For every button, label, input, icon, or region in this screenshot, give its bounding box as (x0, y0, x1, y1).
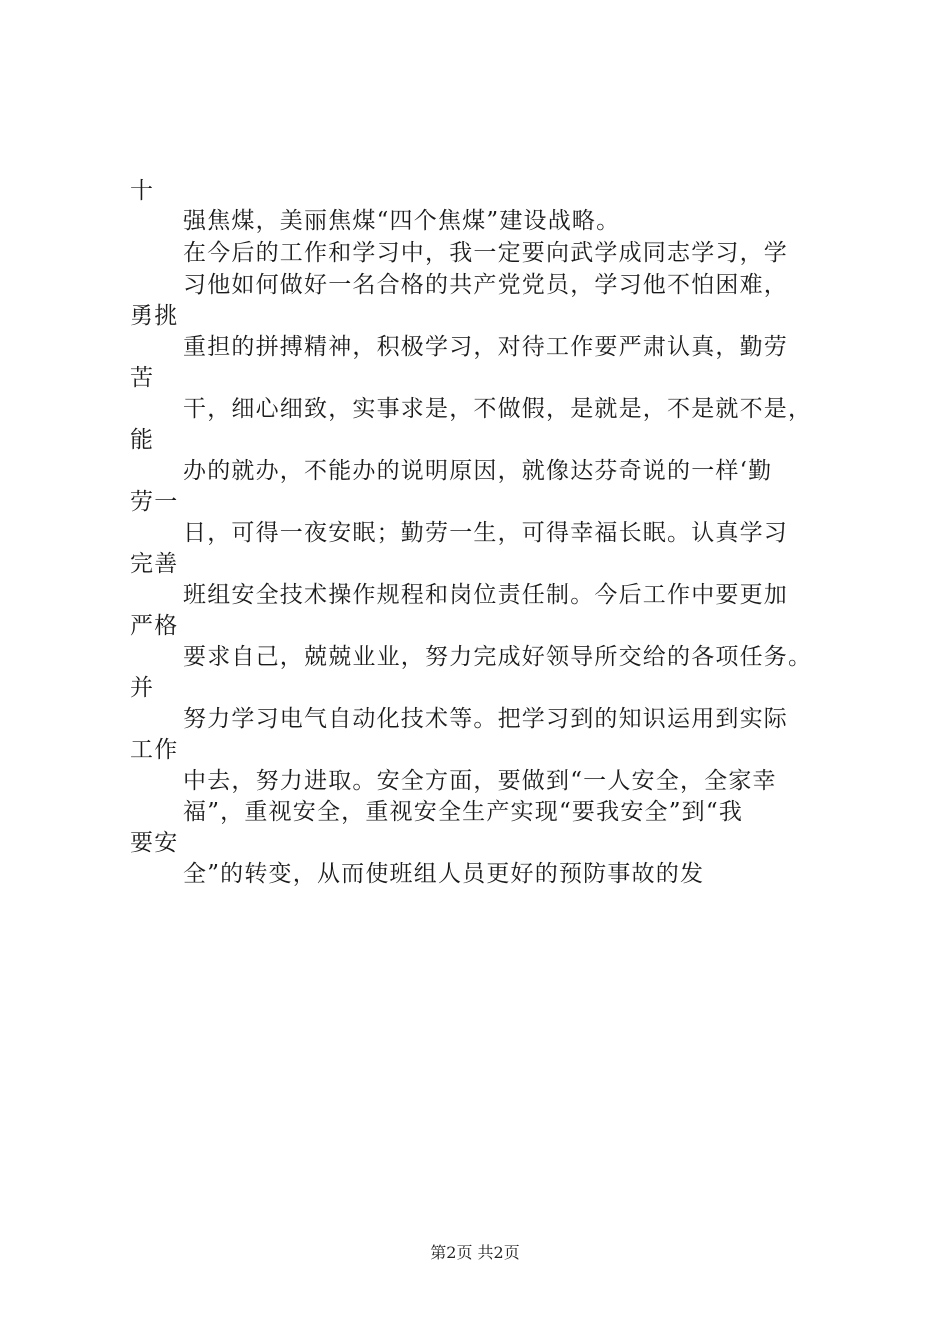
text-line: 福”，重视安全，重视安全生产实现“要我安全”到“我 (183, 799, 744, 825)
text-line: 劳一 (130, 489, 179, 515)
text-line: 干，细心细致，实事求是，不做假，是就是，不是就不是， (183, 396, 813, 422)
text-line: 全”的转变，从而使班组人员更好的预防事故的发 (183, 861, 705, 887)
text-line: 能 (130, 427, 155, 453)
text-line: 在今后的工作和学习中，我一定要向武学成同志学习，学 (183, 240, 788, 266)
text-line: 习他如何做好一名合格的共产党党员，学习他不怕困难， (183, 272, 788, 298)
text-line: 勇挑 (130, 303, 179, 329)
text-line: 完善 (130, 551, 179, 577)
text-line: 苦 (130, 365, 155, 391)
text-line: 办的就办，不能办的说明原因，就像达芬奇说的一样‘勤 (183, 458, 773, 484)
text-line: 强焦煤，美丽焦煤“四个焦煤”建设战略。 (183, 208, 621, 234)
text-line: 班组安全技术操作规程和岗位责任制。今后工作中要更加 (183, 582, 788, 608)
text-line: 要求自己，兢兢业业，努力完成好领导所交给的各项任务。 (183, 644, 813, 670)
page-number: 第2页 共2页 (430, 1243, 520, 1262)
text-line: 工作 (130, 737, 179, 763)
text-line: 要安 (130, 830, 179, 856)
text-line: 中去，努力进取。安全方面，要做到“一人安全，全家幸 (183, 768, 777, 794)
text-line: 严格 (130, 613, 179, 639)
text-line: 十 (130, 178, 155, 204)
text-line: 日，可得一夜安眠；勤劳一生，可得幸福长眠。认真学习 (183, 520, 788, 546)
text-line: 努力学习电气自动化技术等。把学习到的知识运用到实际 (183, 706, 788, 732)
text-line: 并 (130, 675, 155, 701)
text-line: 重担的拼搏精神，积极学习，对待工作要严肃认真，勤劳 (183, 334, 788, 360)
